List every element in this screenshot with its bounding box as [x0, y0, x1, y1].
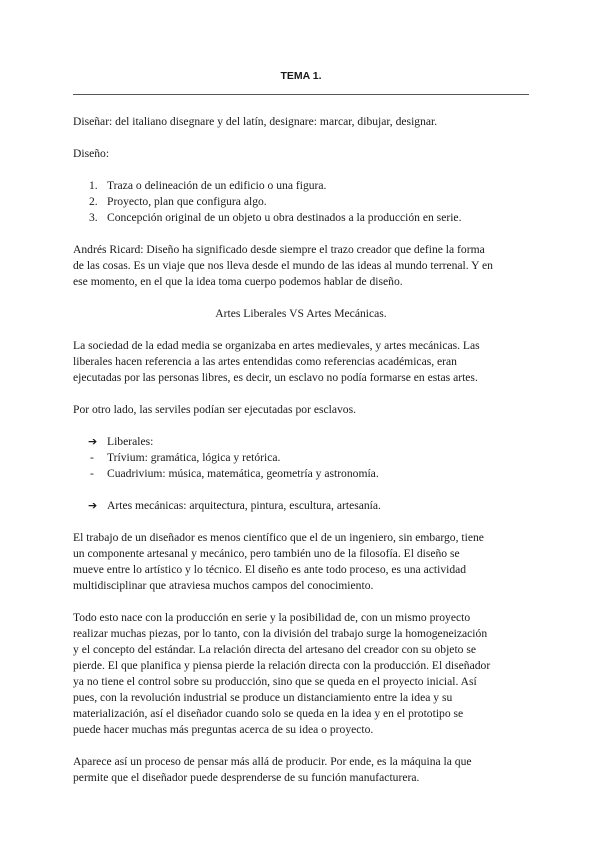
list-item-text: Cuadrivium: música, matemática, geometría y astronomía.	[107, 467, 379, 480]
list-item	[73, 450, 529, 466]
list-number: 3.	[89, 211, 98, 224]
paragraph-line: liberales hacen referencia a las artes entendidas como referencias académicas, eran	[73, 355, 457, 368]
paragraph-line: realizar muchas piezas, por lo tanto, con la división del trabajo surge la homogeneización	[73, 627, 488, 640]
paragraph-line: El trabajo de un diseñador es menos científico que el de un ingeniero, sin embargo, tiene	[73, 531, 484, 544]
diseno-label: Diseño:	[73, 147, 110, 160]
paragraph-line: multidisciplinar que atraviesa muchos campos del conocimiento.	[73, 579, 374, 592]
title-divider	[73, 94, 529, 95]
list-item	[73, 194, 529, 210]
paragraph-line: ya no tiene el control sobre su producción, sino que se queda en el proyecto inicial. Así	[73, 675, 477, 688]
section-heading: Artes Liberales VS Artes Mecánicas.	[215, 307, 387, 320]
paragraph-line: mueve entre lo artístico y lo técnico. El diseño es ante todo proceso, es una actividad	[73, 563, 467, 576]
arrow-icon: ➔	[88, 499, 98, 512]
list-item	[73, 210, 529, 226]
edad-media-paragraph	[73, 338, 529, 386]
paragraph-line: de las cosas. Es un viaje que nos lleva desde el mundo de las ideas al mundo terrenal. Y en	[73, 259, 493, 272]
list-item-text: Traza o delineación de un edificio o una figura.	[107, 179, 327, 192]
paragraph-line: La sociedad de la edad media se organizaba en artes medievales, y artes mecánicas. Las	[73, 339, 480, 352]
list-item-text: Concepción original de un objeto u obra destinados a la producción en serie.	[107, 211, 462, 224]
paragraph-line: materialización, así el diseñador cuando solo se queda en la idea y en el prototipo se	[73, 707, 464, 720]
list-item-text: Trívium: gramática, lógica y retórica.	[107, 451, 281, 464]
mecanicas-list	[73, 498, 529, 514]
produccion-paragraph	[73, 610, 529, 738]
document-content	[73, 68, 529, 786]
list-item	[73, 466, 529, 482]
dash-marker: -	[90, 451, 94, 464]
list-item-text: Proyecto, plan que configura algo.	[107, 195, 267, 208]
list-item	[73, 434, 529, 450]
paragraph-line: y el concepto del estándar. La relación directa del artesano del creador con su objeto se	[73, 643, 477, 656]
dash-marker: -	[90, 467, 94, 480]
disenador-paragraph	[73, 530, 529, 594]
paragraph-line: Aparece así un proceso de pensar más allá de producir. Por ende, es la máquina la que	[73, 755, 472, 768]
definitions-list	[73, 178, 529, 226]
paragraph-line: un componente artesanal y mecánico, pero también uno de la filosofía. El diseño se	[73, 547, 460, 560]
serviles-paragraph: Por otro lado, las serviles podían ser ejecutadas por esclavos.	[73, 403, 356, 416]
paragraph-line: permite que el diseñador puede desprenderse de su función manufacturera.	[73, 771, 420, 784]
paragraph-line: ejecutadas por las personas libres, es decir, un esclavo no podía formarse en estas artes.	[73, 371, 478, 384]
intro-paragraph: Diseñar: del italiano disegnare y del latín, designare: marcar, dibujar, designar.	[73, 115, 438, 128]
list-item-text: Liberales:	[107, 435, 154, 448]
list-item	[73, 178, 529, 194]
paragraph-line: puede hacer muchas más preguntas acerca de su idea o proyecto.	[73, 723, 374, 736]
liberales-list	[73, 434, 529, 482]
ricard-paragraph	[73, 242, 529, 290]
conclusion-paragraph	[73, 754, 529, 786]
arrow-icon: ➔	[88, 435, 98, 448]
list-number: 1.	[89, 179, 98, 192]
paragraph-line: pues, con la revolución industrial se produce un distanciamiento entre la idea y su	[73, 691, 453, 704]
paragraph-line: pierde. El que planifica y piensa pierde la relación directa con la producción. El diseñador	[73, 659, 491, 672]
paragraph-line: ese momento, en el que la idea toma cuerpo podemos hablar de diseño.	[73, 275, 403, 288]
list-item-text: Artes mecánicas: arquitectura, pintura, escultura, artesanía.	[107, 499, 381, 512]
paragraph-line: Andrés Ricard: Diseño ha significado desde siempre el trazo creador que define la forma	[73, 243, 485, 256]
list-item	[73, 498, 529, 514]
paragraph-line: Todo esto nace con la producción en serie y la posibilidad de, con un mismo proyecto	[73, 611, 471, 624]
page-title: TEMA 1.	[280, 70, 322, 82]
list-number: 2.	[89, 195, 98, 208]
